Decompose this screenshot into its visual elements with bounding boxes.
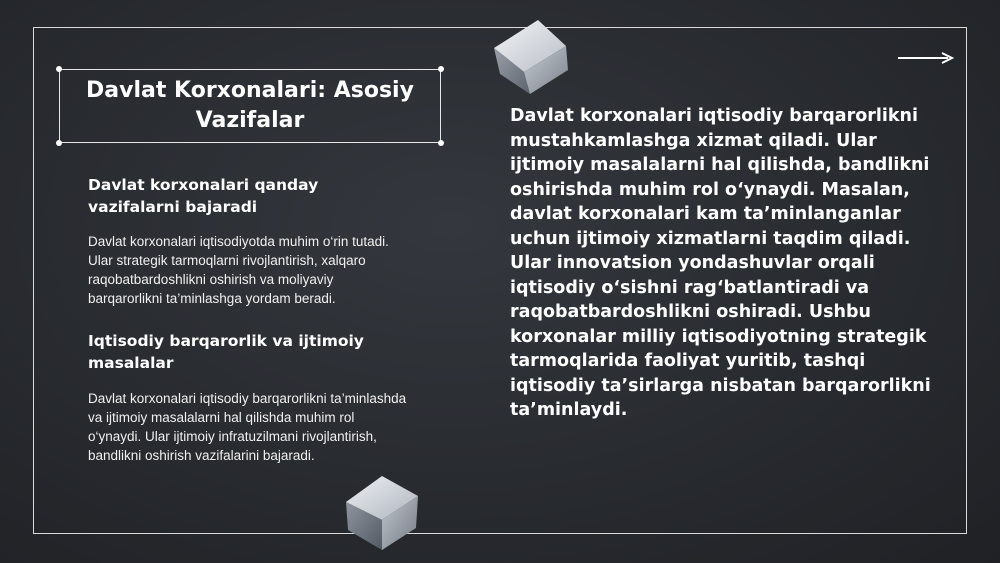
arrow-right-icon [898, 51, 954, 65]
section-heading: Iqtisodiy barqarorlik va ijtimoiy masalalar [88, 332, 364, 372]
corner-dot [56, 140, 62, 146]
section-text: Davlat korxonalari iqtisodiyotda muhim o‘rin tutadi. Ular strategik tarmoqlarni rivojlantirish, xalqaro raqobatbardoshlikni oshirish va moliyaviy barqarorlikni ta’minlashga yordam beradi. [88, 234, 389, 306]
section-heading: Davlat korxonalari qanday vazifalarni bajaradi [88, 176, 319, 216]
corner-dot [56, 66, 62, 72]
cube-icon [490, 14, 576, 94]
section-text: Davlat korxonalari iqtisodiy barqarorlikni ta’minlashda va ijtimoiy masalalarni hal qilishda muhim rol o‘ynaydi. Ular ijtimoiy infratuzilmani rivojlantirish, bandlikni oshirish vazifalarini bajaradi. [88, 391, 407, 463]
title-box [59, 69, 441, 143]
cube-icon [342, 472, 422, 552]
slide-title: Davlat Korxonalari: Asosiy Vazifalar [86, 78, 414, 133]
body-paragraph: Davlat korxonalari iqtisodiy barqarorlikni mustahkamlashga xizmat qiladi. Ular ijtimoiy masalalarni hal qilishda, bandlikni oshirishda muhim rol o‘ynaydi. Masalan, davlat korxonalari kam ta’minlanganlar uchun ijtimoiy xizmatlarni taqdim qiladi. Ular innovatsion yondashuvlar orqali iqtisodiy o‘sishni rag‘batlantiradi va raqobatbardoshlikni oshiradi. Ushbu korxonalar milliy iqtisodiyotning strategik tarmoqlarida faoliyat yuritib, tashqi iqtisodiy ta’sirlarga nisbatan barqarorlikni ta’minlaydi. [510, 106, 931, 420]
corner-dot [438, 140, 444, 146]
corner-dot [438, 66, 444, 72]
